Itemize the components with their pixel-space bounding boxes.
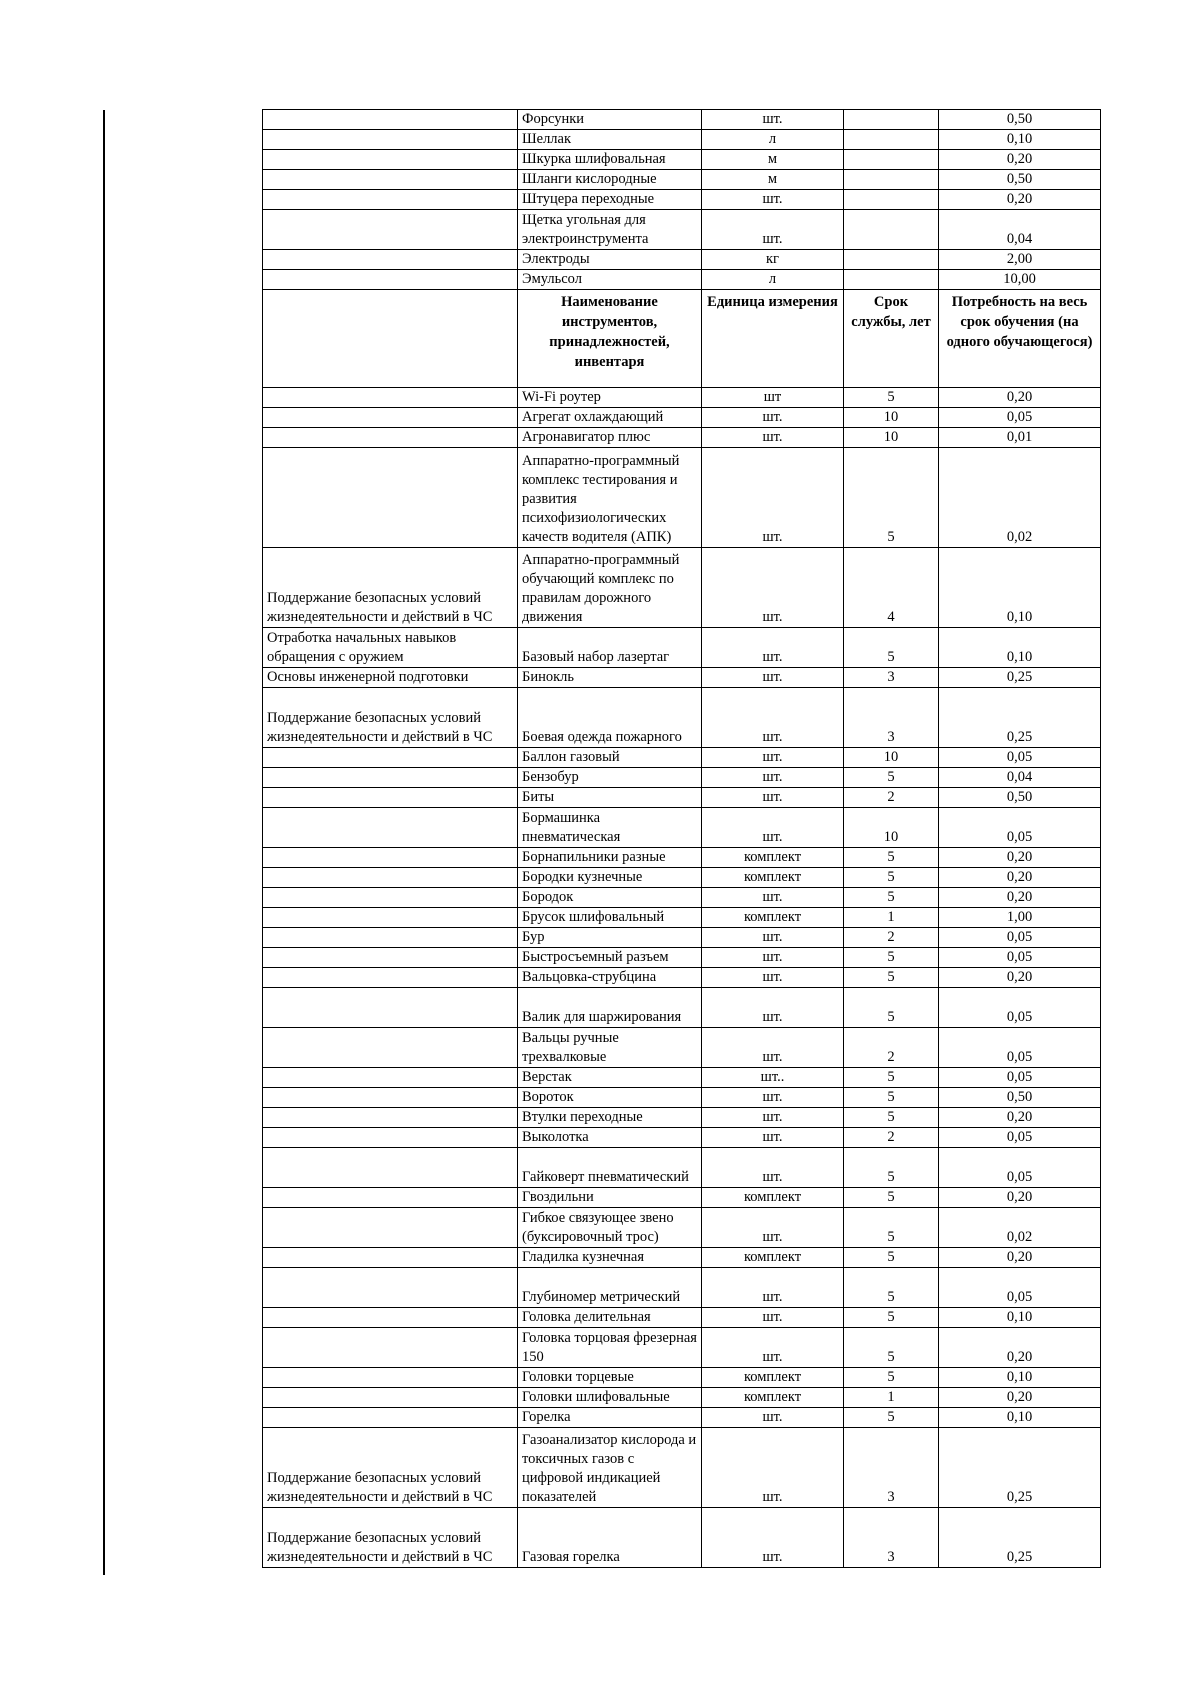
row-item-name: Горелка [518,1408,702,1428]
row-unit: шт. [702,428,844,448]
row-need: 0,05 [939,948,1101,968]
row-service-life: 2 [844,928,939,948]
row-subject [263,848,518,868]
row-service-life: 5 [844,1248,939,1268]
row-unit: шт. [702,1328,844,1368]
row-unit: л [702,130,844,150]
row-need: 0,05 [939,748,1101,768]
row-service-life: 2 [844,1028,939,1068]
row-subject [263,110,518,130]
table-row [263,928,1101,948]
table-row [263,1368,1101,1388]
row-need: 0,50 [939,110,1101,130]
row-unit: шт. [702,1508,844,1568]
table-row [263,1408,1101,1428]
row-item-name: Аппаратно-программный обучающий комплекс по правилам дорожного движения [518,548,702,628]
table-row [263,948,1101,968]
row-need: 0,10 [939,1308,1101,1328]
row-unit: л [702,270,844,290]
row-service-life: 5 [844,1408,939,1428]
row-subject [263,1408,518,1428]
row-need: 0,20 [939,388,1101,408]
row-service-life: 5 [844,868,939,888]
row-unit: шт. [702,1108,844,1128]
table-row [263,1428,1101,1508]
row-unit: шт. [702,1308,844,1328]
table-row [263,1088,1101,1108]
row-unit: шт. [702,1268,844,1308]
row-unit: шт. [702,548,844,628]
table-header-row [263,290,1101,388]
row-item-name: Гвоздильни [518,1188,702,1208]
row-service-life: 5 [844,1268,939,1308]
row-need: 2,00 [939,250,1101,270]
row-unit: шт. [702,1088,844,1108]
row-need: 0,50 [939,1088,1101,1108]
row-item-name: Брусок шлифовальный [518,908,702,928]
row-service-life: 5 [844,888,939,908]
row-service-life: 1 [844,908,939,928]
row-need: 0,05 [939,808,1101,848]
row-subject [263,968,518,988]
row-service-life: 5 [844,1328,939,1368]
row-need: 0,05 [939,928,1101,948]
row-need: 0,20 [939,868,1101,888]
table-row [263,668,1101,688]
row-unit: шт. [702,768,844,788]
row-item-name: Гладилка кузнечная [518,1248,702,1268]
row-item-name: Бур [518,928,702,948]
row-service-life [844,170,939,190]
table-row [263,1248,1101,1268]
row-subject [263,1368,518,1388]
row-need: 0,25 [939,668,1101,688]
row-unit: шт. [702,888,844,908]
row-service-life: 5 [844,388,939,408]
left-margin-rule [103,110,105,1575]
table-row [263,448,1101,548]
table-row [263,1148,1101,1188]
table-row [263,428,1101,448]
table-row [263,270,1101,290]
row-service-life: 5 [844,988,939,1028]
row-item-name: Вальцовка-струбцина [518,968,702,988]
row-subject: Поддержание безопасных условий жизнедеятельности и действий в ЧС [263,1508,518,1568]
table-row [263,908,1101,928]
row-item-name: Валик для шаржирования [518,988,702,1028]
row-item-name: Бинокль [518,668,702,688]
row-service-life: 2 [844,1128,939,1148]
table-row [263,628,1101,668]
row-service-life [844,190,939,210]
row-item-name: Головка делительная [518,1308,702,1328]
table-row [263,1208,1101,1248]
row-item-name: Агрегат охлаждающий [518,408,702,428]
row-need: 0,50 [939,788,1101,808]
row-service-life: 5 [844,1368,939,1388]
row-need: 0,04 [939,210,1101,250]
row-need: 0,20 [939,150,1101,170]
row-item-name: Головка торцовая фрезерная 150 [518,1328,702,1368]
row-unit: шт. [702,1128,844,1148]
row-need: 0,20 [939,848,1101,868]
row-service-life: 10 [844,408,939,428]
row-need: 0,05 [939,988,1101,1028]
row-subject [263,928,518,948]
row-subject: Поддержание безопасных условий жизнедеятельности и действий в ЧС [263,548,518,628]
row-need: 0,20 [939,1328,1101,1368]
table-row [263,1328,1101,1368]
row-item-name: Шланги кислородные [518,170,702,190]
row-subject [263,1268,518,1308]
table-row [263,1508,1101,1568]
row-service-life: 5 [844,1308,939,1328]
row-service-life: 5 [844,1148,939,1188]
row-item-name: Выколотка [518,1128,702,1148]
row-service-life: 5 [844,968,939,988]
row-unit: шт. [702,928,844,948]
row-item-name: Борнапильники разные [518,848,702,868]
row-unit: шт. [702,1428,844,1508]
row-unit: шт. [702,408,844,428]
row-subject [263,868,518,888]
row-need: 0,02 [939,1208,1101,1248]
row-subject [263,1188,518,1208]
row-need: 0,20 [939,1248,1101,1268]
row-unit: комплект [702,868,844,888]
row-subject [263,1208,518,1248]
row-unit: шт. [702,190,844,210]
row-subject [263,150,518,170]
row-need: 0,01 [939,428,1101,448]
row-subject [263,1128,518,1148]
row-need: 0,05 [939,1128,1101,1148]
row-item-name: Щетка угольная для электроинструмента [518,210,702,250]
row-service-life [844,130,939,150]
row-unit: шт. [702,748,844,768]
row-service-life: 2 [844,788,939,808]
row-subject: Основы инженерной подготовки [263,668,518,688]
row-subject [263,1308,518,1328]
row-need: 0,10 [939,1368,1101,1388]
table-row [263,748,1101,768]
row-unit: комплект [702,848,844,868]
row-unit: комплект [702,908,844,928]
table-row [263,250,1101,270]
row-unit: шт. [702,688,844,748]
row-unit: шт. [702,1148,844,1188]
row-need: 0,05 [939,1148,1101,1188]
table-row [263,1268,1101,1308]
header-need: Потребность на весь срок обучения (на одного обучающегося) [939,290,1101,388]
row-service-life [844,210,939,250]
row-need: 0,20 [939,968,1101,988]
row-service-life: 5 [844,1188,939,1208]
table-row [263,548,1101,628]
row-item-name: Головки шлифовальные [518,1388,702,1408]
row-unit: комплект [702,1248,844,1268]
row-subject [263,888,518,908]
row-item-name: Электроды [518,250,702,270]
table-row [263,788,1101,808]
row-subject [263,190,518,210]
row-need: 0,10 [939,130,1101,150]
row-service-life: 5 [844,1068,939,1088]
table-row [263,868,1101,888]
row-item-name: Штуцера переходные [518,190,702,210]
header-unit: Единица измерения [702,290,844,388]
table-row [263,130,1101,150]
table-row [263,1108,1101,1128]
row-item-name: Гибкое связующее звено (буксировочный трос) [518,1208,702,1248]
row-need: 0,05 [939,1028,1101,1068]
row-unit: комплект [702,1368,844,1388]
row-unit: шт. [702,788,844,808]
row-need: 0,05 [939,408,1101,428]
row-unit: шт.. [702,1068,844,1088]
row-unit: шт. [702,110,844,130]
row-need: 0,10 [939,1408,1101,1428]
row-subject [263,408,518,428]
header-name: Наименование инструментов, принадлежностей, инвентаря [518,290,702,388]
row-need: 0,05 [939,1268,1101,1308]
row-item-name: Аппаратно-программный комплекс тестирования и развития психофизиологических качеств водителя (АПК) [518,448,702,548]
row-need: 10,00 [939,270,1101,290]
row-service-life: 3 [844,1508,939,1568]
row-unit: комплект [702,1388,844,1408]
row-item-name: Бормашинка пневматическая [518,808,702,848]
row-unit: шт. [702,1408,844,1428]
row-item-name: Базовый набор лазертаг [518,628,702,668]
table-row [263,1308,1101,1328]
row-subject [263,130,518,150]
row-item-name: Wi-Fi роутер [518,388,702,408]
row-item-name: Вальцы ручные трехвалковые [518,1028,702,1068]
row-unit: м [702,150,844,170]
row-service-life: 5 [844,948,939,968]
row-need: 0,20 [939,1188,1101,1208]
row-service-life: 5 [844,448,939,548]
row-item-name: Боевая одежда пожарного [518,688,702,748]
row-item-name: Вороток [518,1088,702,1108]
row-subject [263,1028,518,1068]
row-need: 1,00 [939,908,1101,928]
row-service-life: 5 [844,1088,939,1108]
row-service-life: 5 [844,1108,939,1128]
table-row [263,210,1101,250]
row-subject [263,1108,518,1128]
table-row [263,408,1101,428]
row-subject: Поддержание безопасных условий жизнедеятельности и действий в ЧС [263,688,518,748]
row-service-life: 5 [844,1208,939,1248]
row-need: 0,50 [939,170,1101,190]
row-subject: Поддержание безопасных условий жизнедеятельности и действий в ЧС [263,1428,518,1508]
row-unit: шт. [702,1028,844,1068]
table-row [263,388,1101,408]
row-item-name: Баллон газовый [518,748,702,768]
row-unit: кг [702,250,844,270]
row-item-name: Гайковерт пневматический [518,1148,702,1188]
row-item-name: Бородки кузнечные [518,868,702,888]
row-subject [263,1328,518,1368]
row-need: 0,25 [939,688,1101,748]
row-service-life: 1 [844,1388,939,1408]
table-row [263,1388,1101,1408]
row-item-name: Шеллак [518,130,702,150]
table-row [263,848,1101,868]
row-unit: комплект [702,1188,844,1208]
row-service-life [844,150,939,170]
row-subject [263,210,518,250]
row-need: 0,20 [939,888,1101,908]
row-service-life: 4 [844,548,939,628]
table-row [263,888,1101,908]
row-item-name: Газовая горелка [518,1508,702,1568]
table-row [263,808,1101,848]
table-row [263,688,1101,748]
row-subject [263,1248,518,1268]
row-service-life: 10 [844,748,939,768]
row-unit: шт. [702,668,844,688]
row-subject [263,1388,518,1408]
row-unit: шт. [702,210,844,250]
table-row [263,988,1101,1028]
row-need: 0,10 [939,548,1101,628]
equipment-table [262,109,1101,1568]
row-service-life: 3 [844,668,939,688]
row-item-name: Эмульсол [518,270,702,290]
row-subject [263,988,518,1028]
row-subject [263,388,518,408]
row-service-life [844,110,939,130]
table-row [263,110,1101,130]
row-unit: шт. [702,948,844,968]
row-unit: шт. [702,988,844,1028]
row-unit: шт. [702,628,844,668]
row-unit: шт. [702,808,844,848]
table-row [263,1028,1101,1068]
row-subject [263,448,518,548]
row-subject [263,1068,518,1088]
row-need: 0,10 [939,628,1101,668]
row-item-name: Бородок [518,888,702,908]
row-unit: шт. [702,448,844,548]
row-service-life: 3 [844,1428,939,1508]
row-service-life [844,250,939,270]
row-subject [263,1088,518,1108]
row-subject: Отработка начальных навыков обращения с оружием [263,628,518,668]
row-item-name: Форсунки [518,110,702,130]
table-row [263,190,1101,210]
row-subject [263,768,518,788]
row-service-life: 5 [844,628,939,668]
row-subject [263,948,518,968]
row-unit: шт. [702,968,844,988]
table-row [263,768,1101,788]
row-unit: шт [702,388,844,408]
row-service-life [844,270,939,290]
row-subject [263,428,518,448]
table-row [263,968,1101,988]
row-service-life: 5 [844,768,939,788]
row-service-life: 3 [844,688,939,748]
row-subject [263,270,518,290]
row-need: 0,02 [939,448,1101,548]
table-row [263,150,1101,170]
row-service-life: 10 [844,808,939,848]
row-subject [263,808,518,848]
row-need: 0,05 [939,1068,1101,1088]
row-service-life: 10 [844,428,939,448]
table-row [263,170,1101,190]
row-need: 0,20 [939,190,1101,210]
row-subject [263,170,518,190]
row-item-name: Головки торцевые [518,1368,702,1388]
row-subject [263,1148,518,1188]
row-need: 0,25 [939,1508,1101,1568]
row-item-name: Шкурка шлифовальная [518,150,702,170]
row-unit: м [702,170,844,190]
table-row [263,1068,1101,1088]
row-need: 0,25 [939,1428,1101,1508]
row-item-name: Быстросъемный разъем [518,948,702,968]
row-unit: шт. [702,1208,844,1248]
row-item-name: Агронавигатор плюс [518,428,702,448]
row-service-life: 5 [844,848,939,868]
row-item-name: Бензобур [518,768,702,788]
row-item-name: Газоанализатор кислорода и токсичных газов с цифровой индикацией показателей [518,1428,702,1508]
row-item-name: Втулки переходные [518,1108,702,1128]
row-need: 0,20 [939,1388,1101,1408]
row-need: 0,20 [939,1108,1101,1128]
row-subject [263,788,518,808]
row-item-name: Биты [518,788,702,808]
table-row [263,1128,1101,1148]
row-item-name: Верстак [518,1068,702,1088]
table-row [263,1188,1101,1208]
row-subject [263,748,518,768]
row-item-name: Глубиномер метрический [518,1268,702,1308]
header-life: Срок службы, лет [844,290,939,388]
row-need: 0,04 [939,768,1101,788]
row-subject [263,908,518,928]
row-subject [263,250,518,270]
header-subject-cell [263,290,518,388]
